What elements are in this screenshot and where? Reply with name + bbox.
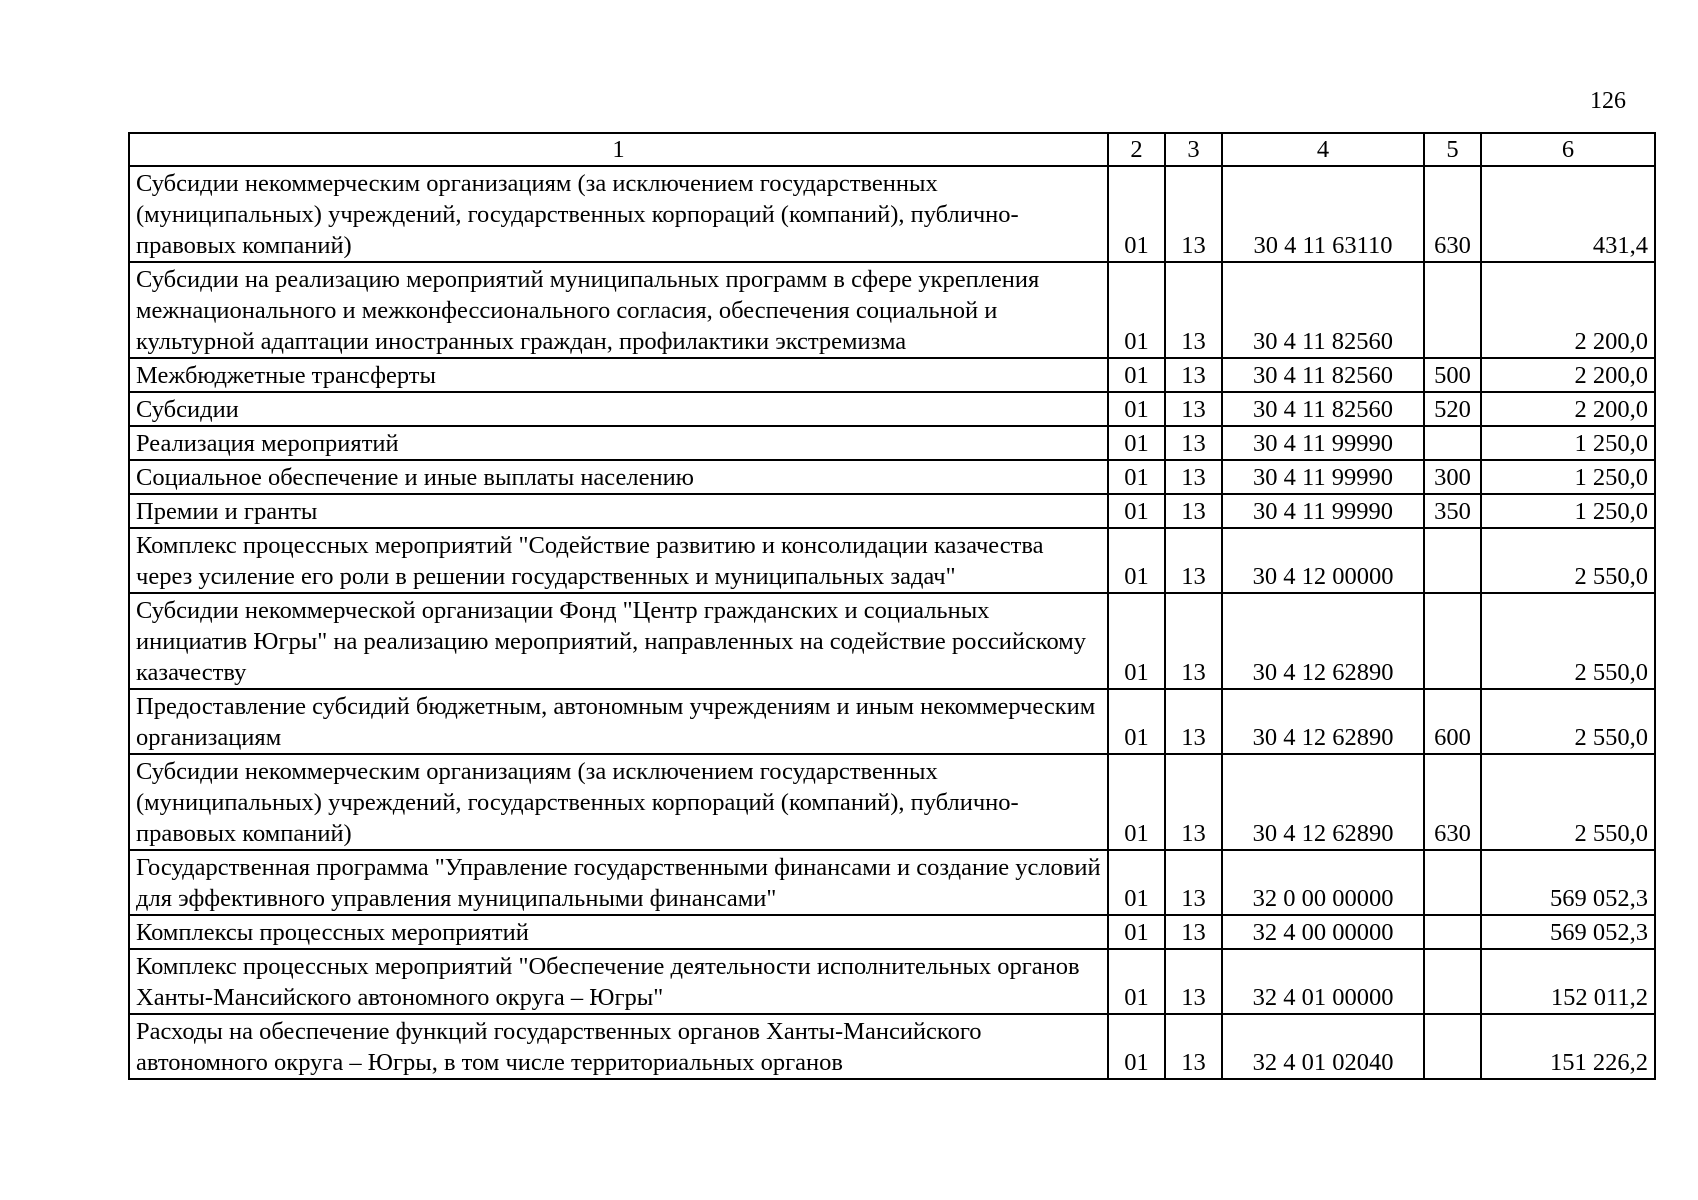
row-name: Государственная программа "Управление государственными финансами и создание условий для эффективного управления муниципальными финансами" — [129, 850, 1108, 915]
header-col-3: 3 — [1165, 133, 1222, 166]
row-expense-type — [1424, 915, 1481, 949]
row-section-code: 01 — [1108, 850, 1165, 915]
row-expense-type — [1424, 528, 1481, 593]
row-name: Социальное обеспечение и иные выплаты населению — [129, 460, 1108, 494]
row-amount: 2 200,0 — [1481, 358, 1655, 392]
row-expense-type: 630 — [1424, 754, 1481, 850]
row-expense-type: 520 — [1424, 392, 1481, 426]
row-name: Комплекс процессных мероприятий "Содействие развитию и консолидации казачества через усиление его роли в решении государственных и муниципальных задач" — [129, 528, 1108, 593]
row-target-code: 30 4 11 82560 — [1222, 358, 1424, 392]
table-row — [129, 915, 1655, 949]
row-subsection-code: 13 — [1165, 915, 1222, 949]
row-amount: 2 550,0 — [1481, 593, 1655, 689]
table-row — [129, 949, 1655, 1014]
table-row — [129, 426, 1655, 460]
row-section-code: 01 — [1108, 689, 1165, 754]
row-expense-type — [1424, 262, 1481, 358]
row-expense-type: 350 — [1424, 494, 1481, 528]
header-col-5: 5 — [1424, 133, 1481, 166]
row-target-code: 30 4 11 99990 — [1222, 426, 1424, 460]
row-subsection-code: 13 — [1165, 166, 1222, 262]
row-amount: 1 250,0 — [1481, 494, 1655, 528]
row-subsection-code: 13 — [1165, 754, 1222, 850]
table-row — [129, 754, 1655, 850]
header-col-6: 6 — [1481, 133, 1655, 166]
row-subsection-code: 13 — [1165, 358, 1222, 392]
row-section-code: 01 — [1108, 392, 1165, 426]
table-row — [129, 850, 1655, 915]
row-name: Субсидии некоммерческим организациям (за исключением государственных (муниципальных) учреждений, государственных корпораций (компаний), публично-правовых компаний) — [129, 166, 1108, 262]
row-amount: 2 200,0 — [1481, 262, 1655, 358]
row-section-code: 01 — [1108, 166, 1165, 262]
budget-table — [128, 132, 1656, 1080]
row-target-code: 30 4 11 82560 — [1222, 392, 1424, 426]
row-name: Комплекс процессных мероприятий "Обеспечение деятельности исполнительных органов Ханты-Мансийского автономного округа – Югры" — [129, 949, 1108, 1014]
header-col-4: 4 — [1222, 133, 1424, 166]
row-amount: 2 550,0 — [1481, 528, 1655, 593]
row-subsection-code: 13 — [1165, 262, 1222, 358]
row-expense-type: 500 — [1424, 358, 1481, 392]
row-amount: 2 200,0 — [1481, 392, 1655, 426]
row-subsection-code: 13 — [1165, 392, 1222, 426]
table-row — [129, 358, 1655, 392]
row-section-code: 01 — [1108, 754, 1165, 850]
row-amount: 431,4 — [1481, 166, 1655, 262]
row-name: Премии и гранты — [129, 494, 1108, 528]
row-subsection-code: 13 — [1165, 689, 1222, 754]
table-row — [129, 460, 1655, 494]
table-row — [129, 528, 1655, 593]
row-amount: 2 550,0 — [1481, 754, 1655, 850]
row-amount: 2 550,0 — [1481, 689, 1655, 754]
row-name: Субсидии на реализацию мероприятий муниципальных программ в сфере укрепления межнационального и межконфессионального согласия, обеспечения социальной и культурной адаптации иностранных граждан, профилактики экстремизма — [129, 262, 1108, 358]
row-name: Расходы на обеспечение функций государственных органов Ханты-Мансийского автономного округа – Югры, в том числе территориальных органов — [129, 1014, 1108, 1079]
row-section-code: 01 — [1108, 915, 1165, 949]
row-section-code: 01 — [1108, 1014, 1165, 1079]
row-amount: 569 052,3 — [1481, 850, 1655, 915]
row-expense-type — [1424, 593, 1481, 689]
row-section-code: 01 — [1108, 494, 1165, 528]
row-expense-type — [1424, 850, 1481, 915]
table-row — [129, 166, 1655, 262]
table-row — [129, 262, 1655, 358]
row-amount: 151 226,2 — [1481, 1014, 1655, 1079]
row-subsection-code: 13 — [1165, 949, 1222, 1014]
row-expense-type — [1424, 949, 1481, 1014]
page-number: 126 — [1590, 88, 1626, 114]
header-col-2: 2 — [1108, 133, 1165, 166]
row-target-code: 32 0 00 00000 — [1222, 850, 1424, 915]
row-name: Комплексы процессных мероприятий — [129, 915, 1108, 949]
table-row — [129, 392, 1655, 426]
row-section-code: 01 — [1108, 949, 1165, 1014]
row-target-code: 32 4 00 00000 — [1222, 915, 1424, 949]
row-expense-type: 300 — [1424, 460, 1481, 494]
row-name: Субсидии — [129, 392, 1108, 426]
row-amount: 1 250,0 — [1481, 460, 1655, 494]
row-section-code: 01 — [1108, 358, 1165, 392]
header-col-1: 1 — [129, 133, 1108, 166]
row-target-code: 30 4 11 99990 — [1222, 460, 1424, 494]
row-name: Субсидии некоммерческим организациям (за исключением государственных (муниципальных) учреждений, государственных корпораций (компаний), публично-правовых компаний) — [129, 754, 1108, 850]
row-subsection-code: 13 — [1165, 850, 1222, 915]
table-row — [129, 1014, 1655, 1079]
row-subsection-code: 13 — [1165, 593, 1222, 689]
row-target-code: 32 4 01 02040 — [1222, 1014, 1424, 1079]
row-section-code: 01 — [1108, 460, 1165, 494]
row-target-code: 30 4 12 62890 — [1222, 593, 1424, 689]
row-target-code: 32 4 01 00000 — [1222, 949, 1424, 1014]
table-row — [129, 593, 1655, 689]
row-section-code: 01 — [1108, 593, 1165, 689]
row-target-code: 30 4 12 62890 — [1222, 689, 1424, 754]
row-section-code: 01 — [1108, 528, 1165, 593]
row-expense-type: 600 — [1424, 689, 1481, 754]
row-expense-type: 630 — [1424, 166, 1481, 262]
row-expense-type — [1424, 1014, 1481, 1079]
row-name: Реализация мероприятий — [129, 426, 1108, 460]
table-row — [129, 494, 1655, 528]
row-target-code: 30 4 12 62890 — [1222, 754, 1424, 850]
row-subsection-code: 13 — [1165, 494, 1222, 528]
row-subsection-code: 13 — [1165, 426, 1222, 460]
row-amount: 569 052,3 — [1481, 915, 1655, 949]
row-name: Межбюджетные трансферты — [129, 358, 1108, 392]
table-row — [129, 689, 1655, 754]
row-section-code: 01 — [1108, 262, 1165, 358]
row-target-code: 30 4 12 00000 — [1222, 528, 1424, 593]
row-subsection-code: 13 — [1165, 460, 1222, 494]
row-subsection-code: 13 — [1165, 528, 1222, 593]
row-name: Субсидии некоммерческой организации Фонд "Центр гражданских и социальных инициатив Югры" на реализацию мероприятий, направленных на содействие российскому казачеству — [129, 593, 1108, 689]
row-section-code: 01 — [1108, 426, 1165, 460]
row-target-code: 30 4 11 99990 — [1222, 494, 1424, 528]
row-amount: 152 011,2 — [1481, 949, 1655, 1014]
row-target-code: 30 4 11 82560 — [1222, 262, 1424, 358]
table-header-row — [129, 133, 1655, 166]
row-name: Предоставление субсидий бюджетным, автономным учреждениям и иным некоммерческим организациям — [129, 689, 1108, 754]
row-amount: 1 250,0 — [1481, 426, 1655, 460]
row-subsection-code: 13 — [1165, 1014, 1222, 1079]
row-target-code: 30 4 11 63110 — [1222, 166, 1424, 262]
row-expense-type — [1424, 426, 1481, 460]
